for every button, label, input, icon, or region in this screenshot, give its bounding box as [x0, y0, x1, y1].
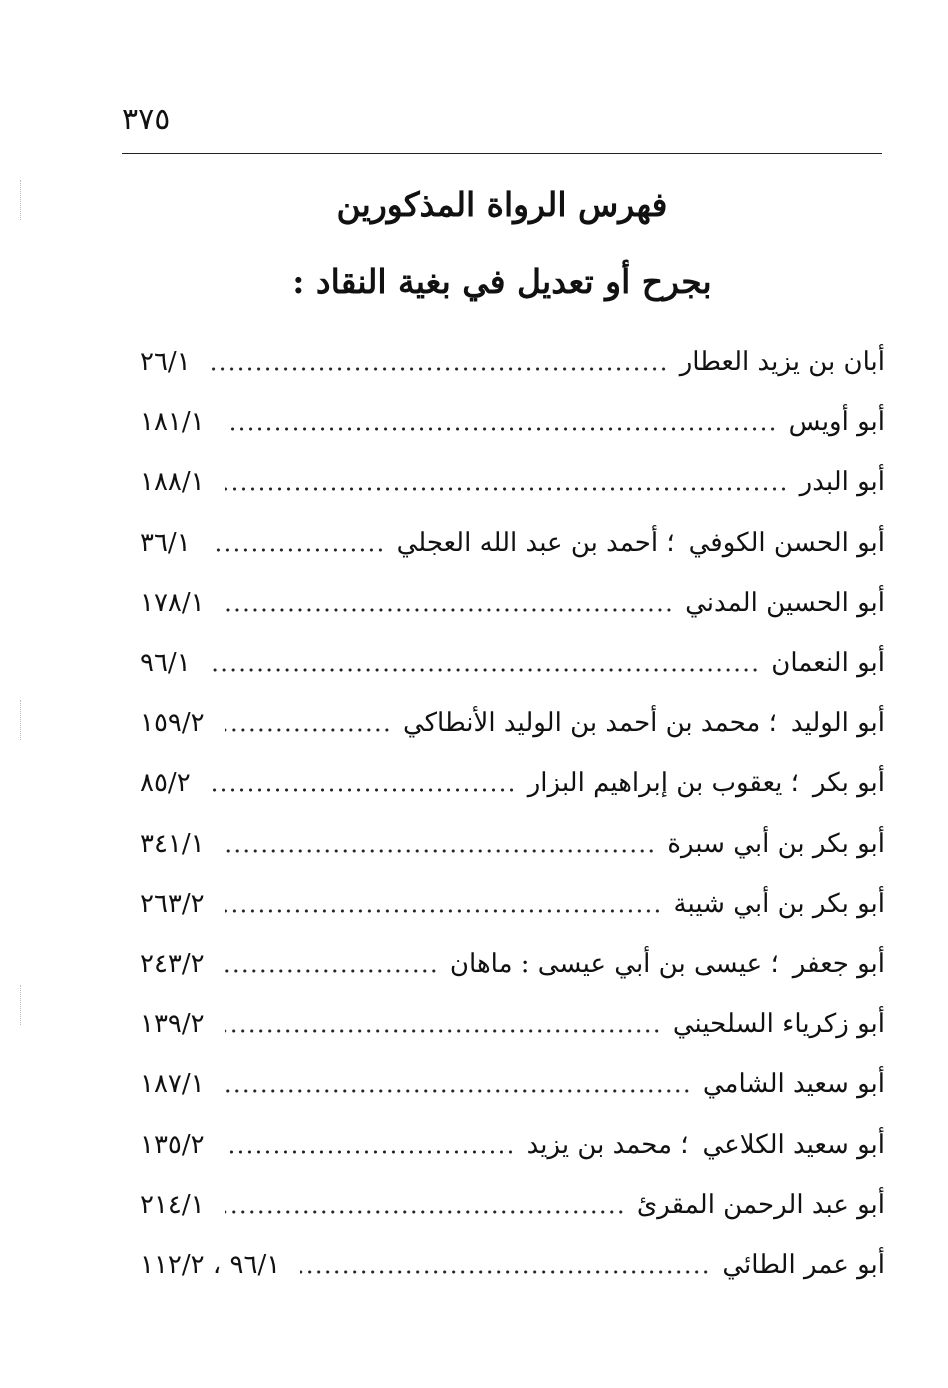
entry-page-reference: ١٧٨/١	[140, 587, 205, 618]
entry-page-reference: ١٣٥/٢	[140, 1129, 205, 1160]
entry-name: أبان بن يزيد العطار	[679, 347, 885, 378]
entry-page-reference: ١٨٧/١	[140, 1069, 205, 1100]
index-entry	[140, 1054, 885, 1114]
index-entry	[140, 934, 885, 994]
entry-page-reference: ٣٤١/١	[140, 828, 205, 859]
dot-leader	[225, 472, 788, 492]
index-entry	[140, 753, 885, 813]
dot-leader	[225, 1135, 515, 1155]
page-number: ٣٧٥	[122, 102, 171, 137]
entry-page-reference: ٩٦/١	[140, 648, 191, 679]
entry-page-reference: ٩٦/١ ، ١١٢/٢	[140, 1249, 281, 1280]
index-entry	[140, 513, 885, 573]
entry-page-reference: ٢٤٣/٢	[140, 948, 205, 979]
dot-leader	[300, 1255, 710, 1275]
entry-name: أبو سعيد الكلاعي	[702, 1129, 885, 1160]
entry-cross-reference: ؛ يعقوب بن إبراهيم البزار	[527, 768, 799, 799]
index-entry	[140, 693, 885, 753]
entry-page-reference: ٢٦/١	[140, 347, 191, 378]
entry-name: أبو عمر الطائي	[722, 1249, 885, 1280]
scan-margin-mark	[20, 700, 23, 740]
entry-page-reference: ١٨١/١	[140, 407, 205, 438]
entry-name: أبو الحسن الكوفي	[688, 527, 885, 558]
entry-page-reference: ١٨٨/١	[140, 467, 205, 498]
entry-name: أبو زكرياء السلحيني	[672, 1009, 885, 1040]
entry-name: أبو البدر	[799, 467, 885, 498]
dot-leader	[225, 834, 656, 854]
entry-name: أبو بكر بن أبي سبرة	[667, 828, 885, 859]
dot-leader	[211, 773, 516, 793]
entry-name: أبو بكر بن أبي شيبة	[673, 888, 885, 919]
index-entry	[140, 392, 885, 452]
index-entry	[140, 814, 885, 874]
index-subtitle: بجرح أو تعديل في بغية النقاد :	[292, 262, 712, 301]
scan-margin-mark	[20, 985, 23, 1025]
entry-cross-reference: ؛ عيسى بن أبي عيسى : ماهان	[449, 948, 779, 979]
index-entry	[140, 1114, 885, 1174]
dot-leader	[211, 653, 760, 673]
entry-page-reference: ١٥٩/٢	[140, 708, 205, 739]
dot-leader	[225, 1074, 691, 1094]
dot-leader	[225, 954, 438, 974]
index-entry	[140, 452, 885, 512]
index-entry	[140, 874, 885, 934]
index-entry	[140, 573, 885, 633]
dot-leader	[225, 713, 391, 733]
dot-leader	[225, 593, 673, 613]
dot-leader	[225, 1195, 625, 1215]
entry-name: أبو أويس	[788, 407, 885, 438]
entry-page-reference: ٣٦/١	[140, 527, 191, 558]
entry-page-reference: ١٣٩/٢	[140, 1009, 205, 1040]
scan-margin-mark	[20, 180, 23, 220]
entry-cross-reference: ؛ محمد بن يزيد	[526, 1129, 689, 1160]
dot-leader	[225, 894, 662, 914]
entry-name: أبو عبد الرحمن المقرئ	[636, 1189, 885, 1220]
entry-page-reference: ٢١٤/١	[140, 1189, 205, 1220]
dot-leader	[225, 412, 777, 432]
header-rule	[122, 153, 882, 154]
index-entry	[140, 633, 885, 693]
dot-leader	[211, 533, 385, 553]
entry-name: أبو جعفر	[792, 948, 885, 979]
index-title: فهرس الرواة المذكورين	[336, 185, 668, 224]
index-entry	[140, 1235, 885, 1295]
entry-name: أبو بكر	[812, 768, 885, 799]
entry-page-reference: ٢٦٣/٢	[140, 888, 205, 919]
entry-cross-reference: ؛ محمد بن أحمد بن الوليد الأنطاكي	[402, 708, 777, 739]
index-entry	[140, 332, 885, 392]
entry-name: أبو الحسين المدني	[685, 587, 885, 618]
dot-leader	[211, 352, 668, 372]
index-entry	[140, 1175, 885, 1235]
index-entries	[140, 332, 885, 1295]
entry-cross-reference: ؛ أحمد بن عبد الله العجلي	[396, 527, 675, 558]
entry-name: أبو الوليد	[790, 708, 885, 739]
index-entry	[140, 994, 885, 1054]
entry-page-reference: ٨٥/٢	[140, 768, 191, 799]
entry-name: أبو سعيد الشامي	[702, 1069, 885, 1100]
dot-leader	[225, 1014, 661, 1034]
entry-name: أبو النعمان	[771, 648, 885, 679]
